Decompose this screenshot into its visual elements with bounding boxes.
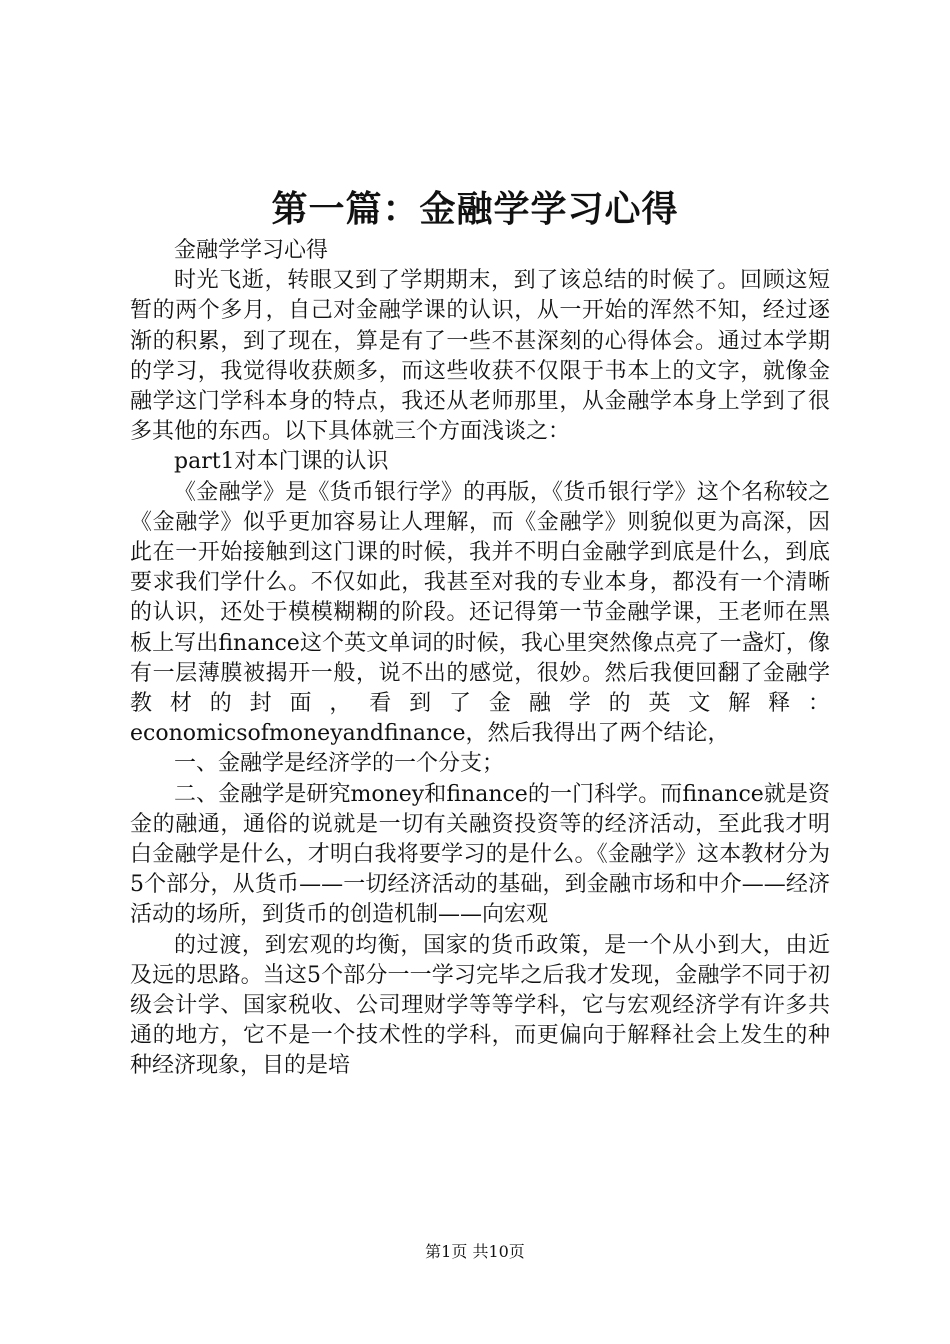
conclusion-two-paragraph: 二、金融学是研究money和finance的一门科学。而finance就是资金的融通，通俗的说就是一切有关融资投资等的经济活动，至此我才明白金融学是什么，才明白我将要学习的是什么。《金融学》这本教材分为5个部分，从货币——一切经济活动的基础，到金融市场和中介——经济活动的场所，到货币的创造机制——向宏观 (130, 781, 830, 928)
continuation-paragraph: 的过渡，到宏观的均衡，国家的货币政策，是一个从小到大，由近及远的思路。当这5个部分一一学习完毕之后我才发现，金融学不同于初级会计学、国家税收、公司理财学等等学科，它与宏观经济学有许多共通的地方，它不是一个技术性的学科，而更偏向于解释社会上发生的种种经济现象，目的是培 (130, 932, 830, 1079)
body-paragraph: 《金融学》是《货币银行学》的再版，《货币银行学》这个名称较之《金融学》似乎更加容易让人理解，而《金融学》则貌似更为高深，因此在一开始接触到这门课的时候，我并不明白金融学到底是什么，到底要求我们学什么。不仅如此，我甚至对我的专业本身，都没有一个清晰的认识，还处于模模糊糊的阶段。还记得第一节金融学课，王老师在黑板上写出finance这个英文单词的时候，我心里突然像点亮了一盏灯，像有一层薄膜被揭开一般，说不出的感觉，很妙。然后我便回翻了金融学教材的封面，看到了金融学的英文解释：economicsofmoneyandfinance，然后我得出了两个结论， (130, 479, 830, 747)
subtitle-paragraph: 金融学学习心得 (174, 238, 329, 263)
conclusion-one-paragraph: 一、金融学是经济学的一个分支； (174, 751, 505, 777)
intro-paragraph: 时光飞逝，转眼又到了学期期末，到了该总结的时候了。回顾这短暂的两个多月，自己对金融学课的认识，从一开始的浑然不知，经过逐渐的积累，到了现在，算是有了一些不甚深刻的心得体会。通过本学期的学习，我觉得收获颇多，而这些收获不仅限于书本上的文字，就像金融学这门学科本身的特点，我还从老师那里，从金融学本身上学到了很多其他的东西。以下具体就三个方面浅谈之： (130, 268, 830, 445)
section-heading-part1: part1对本门课的认识 (174, 449, 389, 475)
page-number-footer: 第1页 共10页 (425, 1242, 525, 1261)
document-body (130, 236, 830, 1082)
document-title: 第一篇：金融学学习心得 (271, 188, 679, 230)
